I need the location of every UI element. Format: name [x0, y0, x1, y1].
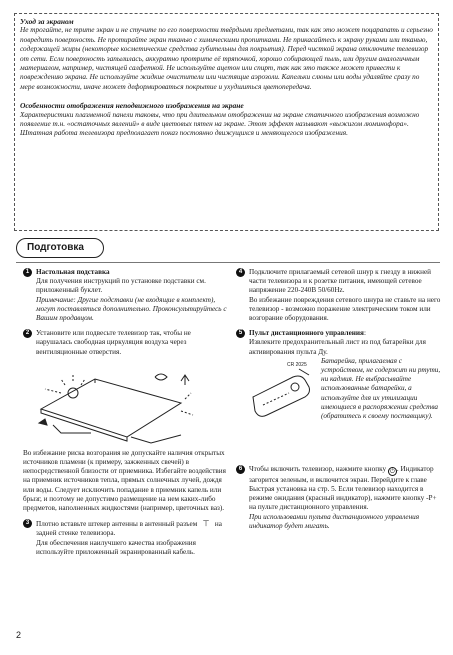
step-text: Установите или подвесьте телевизор так, чтобы не нарушалась свободная циркуляция воздуха через вентиляционные отверстия. — [36, 329, 191, 356]
care-paragraph: Не трогайте, не трите экран и не стучите по его поверхности твёрдыми предметами, так как это может поцарапать и серьезно повредить поверхность. Не протирайте экран тканью с химическими пропитками. Не прикасайтесь к экрану руками или тканью, содержащей жиры (некоторые косметические средства губительны для покрытия). Перед чисткой экрана отключите телевизор от сети. Если поверхность запылилась, аккуратно протрите её тряпочкой, хорошо собирающей пыль, или другим аналогичным материалом, например, чистящей салфеткой. Не используйте ацетон или спирт, так как это также может привести к повреждению экрана. Не используйте жидкие очистители или чистящие аэрозоли. Капельки слюны или воды удаляйте сразу по мере возможности, иначе может деформироваться покрытие и ухудшиться цветопередача. — [20, 26, 433, 91]
battery-note: Батарейка, прилагаемая с устройством, не содержит ни ртути, ни кадмия. Не выбрасывайте использованные батарейки, а используйте для их утилизации имеющиеся в распоряжении средства (обратитесь к своему поставщику). — [321, 356, 441, 421]
section-header — [16, 236, 116, 262]
step-title: Настольная подставка — [36, 268, 110, 276]
battery-label: CR 2025 — [287, 361, 307, 368]
step-number: 6 — [236, 465, 245, 474]
care-title: Уход за экраном — [20, 17, 74, 26]
page-number: 2 — [16, 630, 22, 640]
step-number: 2 — [23, 329, 32, 338]
step-5 — [236, 329, 441, 427]
section-title: Подготовка — [16, 238, 104, 258]
remote-battery-block — [249, 357, 441, 427]
step-text: Плотно вставьте штекер антенны в антенный разъем ⊤ на задней стенке телевизора. — [36, 519, 222, 538]
step-text: Чтобы включить телевизор, нажмите кнопку ⏻ . Индикатор загорится зеленым, и включится экран. Перейдите к главе Быстрая установка на стр. 5. Если телевизор находится в режиме ожидания (красный индикатор), нажмите кнопку -P+ на пульте дистанционного управления. — [249, 464, 437, 512]
step-note: Примечание: Другие подставки (не входящие в комплект), могут поставляться дополнительно. Проконсультируйтесь с Вашим продавцом. — [36, 295, 227, 323]
remote-control-illustration — [249, 357, 319, 419]
power-icon: ⏻ — [388, 467, 397, 476]
step-text-2: Во избежание повреждения сетевого шнура не ставьте на него телевизор - возможно поражение электрическим током или возгорание оборудования. — [249, 295, 441, 323]
step-6 — [236, 465, 441, 531]
screen-care-box — [14, 13, 439, 231]
step-text-2: Для обеспечения наилучшего качества изображения используйте приложенный экранированный кабель. — [36, 538, 196, 556]
section-rule — [16, 262, 440, 263]
step-number: 3 — [23, 519, 32, 528]
antenna-icon: ⊤ — [202, 519, 210, 529]
step-3 — [23, 519, 228, 557]
step-2 — [23, 329, 228, 357]
step-text: Для получения инструкций по установке подставки см. приложенный буклет. — [36, 277, 206, 295]
step-number: 4 — [236, 268, 245, 277]
step-text: Во избежание риска возгорания не допускайте наличия открытых источников пламени (к примеру, зажженных свечей) в непосредственной близости от приемника. Избегайте воздействия на приемник источников тепла, прямых солнечных лучей, дождя или воды. Следует исключить попадание в приемник капель или брызг, и поэтому не допустимо размещение на нем каких-либо предметов, наполненных жидкостями (например, цветочных ваз). — [23, 448, 226, 513]
step-number: 1 — [23, 268, 32, 277]
step-text: Извлеките предохранительный лист из под батарейки для активирования пульта Ду. — [249, 338, 426, 356]
step-number: 5 — [236, 329, 245, 338]
left-column — [23, 268, 228, 563]
step-note: При использовании пульта дистанционного управления индикатор будет мигать. — [249, 512, 420, 530]
still-image-title: Особенности отображения неподвижного изображения на экране — [20, 101, 244, 111]
step-2-warning — [23, 449, 228, 513]
tv-ventilation-illustration — [31, 363, 196, 445]
step-text: Подключите прилагаемый сетевой шнур к гнезду в нижней части телевизора и к розетке питания, имеющей сетевое напряжение 220-240В 50/60Hz. — [249, 268, 432, 295]
step-title: Пульт дистанционного управления: — [249, 329, 366, 338]
right-column — [236, 268, 441, 537]
step-4 — [236, 268, 441, 323]
still-image-paragraph: Характеристики плазменной панели таковы, что при длительном отображении на экране статичного изображения возможно появление т.н. «остаточных явлений» в виде цветовых пятен на экране. Этот эффект называют «выжигом люминофора». Штатная работа телевизора предполагает показ постоянно движущихся и меняющегося изображения. — [20, 110, 420, 138]
step-1 — [23, 268, 228, 323]
